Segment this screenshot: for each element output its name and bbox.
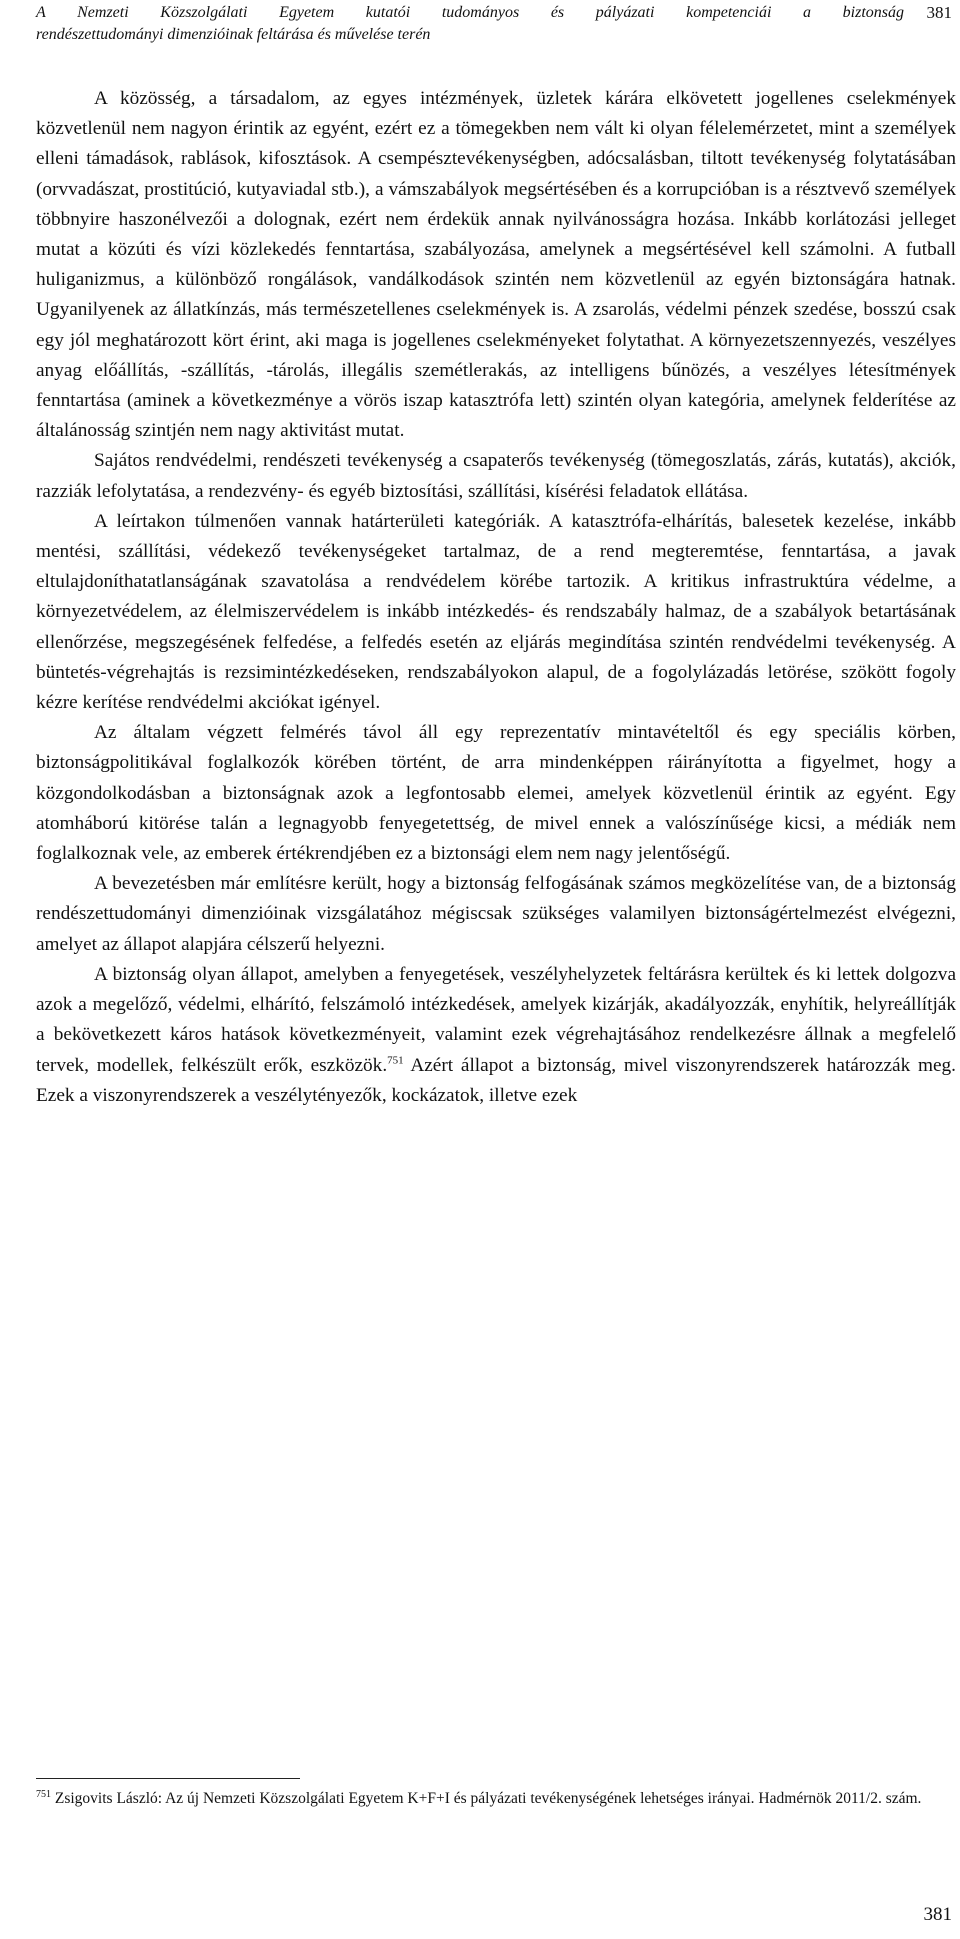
footnote-ref-751[interactable]: 751 bbox=[387, 1054, 404, 1067]
running-header bbox=[36, 2, 956, 46]
paragraph-1: A közösség, a társadalom, az egyes intézmények, üzletek kárára elkövetett jogellenes cselekmények közvetlenül nem nagyon érintik az egyént, ezért ez a tömegekben nem vált ki olyan félelemérzetet, mint a személyek elleni támadások, rablások, kifosztások. A csempésztevékenységben, adócsalásban, tiltott tevékenység folytatásában (orvvadászat, prostitúció, kutyaviadal stb.), a vámszabályok megsértésében és a korrupcióban is a résztvevő személyek többnyire haszonélvezői a dolognak, ezért nem érdekük annak nyilvánosságra hozása. Inkább korlátozási jelleget mutat a közúti és vízi közlekedés fenntartása, szabályozása, amelynek a megsértésével kell számolni. A futball huliganizmus, a különböző rongálások, vandálkodások szintén nem közvetlenül az egyén biztonságára hatnak. Ugyanilyenek az állatkínzás, más természetellenes cselekmények is. A zsarolás, védelmi pénzek szedése, bosszú csak egy jól meghatározott kört érint, aki maga is jogellenes cselekményeket folytathat. A környezetszennyezés, veszélyes anyag előállítás, -szállítás, -tárolás, illegális szemétlerakás, az intelligens bűnözés, a veszélyes létesítmények fenntartása (aminek a következménye a vörös iszap katasztrófa lett) szintén olyan kategória, amelynek felderítése az általánosság szintjén nem nagy aktivitást mutat. bbox=[36, 88, 956, 442]
paragraph-6-text-a: A biztonság olyan állapot, amelyben a fenyegetések, veszélyhelyzetek feltárásra kerültek és ki lettek dolgozva azok a megelőző, védelmi, elhárító, felszámoló intézkedések, amelyek kizárják, akadályozzák, enyhítik, helyreállítják a bekövetkezett káros hatások következményeit, valamint ezek végrehajtásához rendelkezésre állnak a megfelelő tervek, modellek, felkészült erők, eszközök. bbox=[36, 963, 956, 1076]
paragraph-6-text-b: Azért állapot a biztonság, mivel viszonyrendszerek határozzák meg. Ezek a viszonyrendszerek a veszélytényezők, kockázatok, illetve ezek bbox=[36, 1054, 956, 1106]
paragraph-2: Sajátos rendvédelmi, rendészeti tevékenység a csapaterős tevékenység (tömegoszlatás, zárás, kutatás), akciók, razziák lefolytatása, a rendezvény- és egyéb biztosítási, szállítási, kísérési feladatok ellátása. bbox=[36, 450, 956, 502]
page-number-bottom: 381 bbox=[923, 1904, 952, 1925]
header-line-2: rendészettudományi dimenzióinak feltárása és művelése terén bbox=[36, 26, 431, 43]
header-line-1: A Nemzeti Közszolgálati Egyetem kutatói tudományos és pályázati kompetenciái a biztonság bbox=[36, 4, 904, 21]
footnote-text: Zsigovits László: Az új Nemzeti Közszolgálati Egyetem K+F+I és pályázati tevékenységének lehetséges irányai. Hadmérnök 2011/2. szám. bbox=[51, 1790, 922, 1807]
paragraph-4: Az általam végzett felmérés távol áll egy reprezentatív mintavételtől és egy speciális körben, biztonságpolitikával foglalkozók körében történt, de arra mindenképpen ráirányította a figyelmet, hogy a közgondolkodásban a biztonságnak azok a legfontosabb elemei, amelyek közvetlenül érintik az egyént. Egy atomháború kitörése talán a legnagyobb fenyegetettség, de mivel ennek a valószínűsége kicsi, a médiák nem foglalkoznak vele, az emberek értékrendjében ez a biztonsági elem nem nagy jelentőségű. bbox=[36, 722, 956, 865]
running-header-title bbox=[36, 2, 904, 46]
footnote-separator bbox=[36, 1778, 300, 1779]
paragraph-3: A leírtakon túlmenően vannak határterületi kategóriák. A katasztrófa-elhárítás, balesetek kezelése, inkább mentési, szállítási, védekező tevékenységeket tartalmaz, de a rend megteremtése, fenntartása, a javak eltulajdoníthatatlanságának szavatolása a rendvédelem körébe tartozik. A kritikus infrastruktúra védelme, a környezetvédelem, az élelmiszervédelem is inkább intézkedés- és rendszabály halmaz, de a szabályok betartásának ellenőrzése, megszegésének felfedése, a felfedés esetén az eljárás megindítása szintén rendvédelmi tevékenység. A büntetés-végrehajtás is rezsimintézkedéseken, rendszabályokon alapul, de a fogolylázadás letörése, szökött fogoly kézre kerítése rendvédelmi akciókat igényel. bbox=[36, 510, 956, 714]
paragraph-5: A bevezetésben már említésre került, hogy a biztonság felfogásának számos megközelítése van, de a biztonság rendészettudományi dimenzióinak vizsgálatához mégiscsak szükséges valamilyen biztonságértelmezést elvégezni, amelyet az állapot alapjára célszerű helyezni. bbox=[36, 873, 956, 955]
paragraph-6 bbox=[36, 960, 956, 1111]
body-text bbox=[36, 84, 956, 1111]
footnote-751 bbox=[36, 1788, 956, 1809]
footnote-number: 751 bbox=[36, 1788, 51, 1800]
header-page-number: 381 bbox=[926, 3, 952, 22]
